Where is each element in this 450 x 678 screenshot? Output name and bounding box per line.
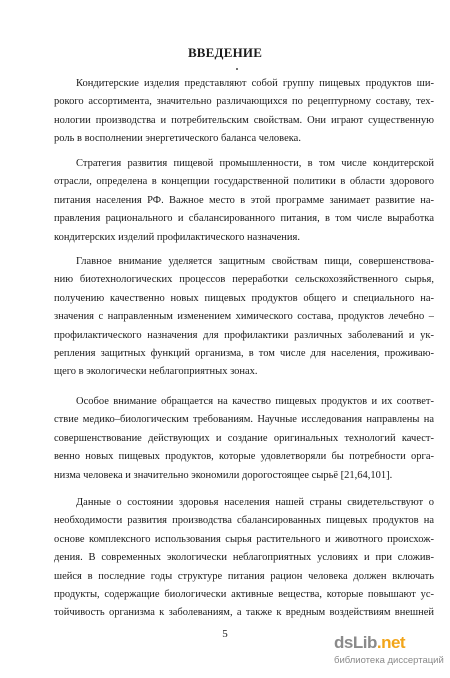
dslib-logo: [334, 633, 405, 653]
dslib-watermark[interactable]: [332, 633, 442, 673]
text-line: получению качественно новых пищевых продуктов общего и специального на-: [54, 292, 434, 304]
text-line: продукты, содержащие биологически активные вещества, которые повышают ус-: [54, 589, 434, 601]
text-line: кондитерских изделий профилактического назначения.: [54, 231, 300, 243]
text-line: нию биотехнологических процессов переработки сельскохозяйственного сырья,: [54, 274, 434, 286]
paragraph-4: [54, 393, 434, 485]
text-line: отрасли, определена в концепции государственной политики в области здорового: [54, 176, 434, 188]
text-line: Данные о состоянии здоровья населения нашей страны свидетельствуют о: [76, 497, 434, 508]
text-line: шейся в последние годы структуре питания рацион человека должен включать: [54, 570, 434, 582]
text-line: питания населения РФ. Важное место в этой программе занимает развитие на-: [54, 194, 434, 206]
logo-accent-text: .net: [376, 633, 406, 652]
paragraph-2: [54, 155, 434, 247]
text-line: репления защитных функций организма, в том числе для населения, проживаю-: [54, 348, 434, 360]
text-line: значения с направленным изменением химического состава, продуктов лечебно –: [54, 311, 434, 323]
page-title: ВВЕДЕНИЕ: [187, 45, 263, 60]
text-line: профилактического назначения для профилактики различных заболеваний и ук-: [54, 329, 434, 341]
text-line: роль в восполнении энергетического баланса человека.: [54, 133, 301, 145]
text-line: Особое внимание обращается на качество пищевых продуктов и их соответ-: [76, 396, 434, 407]
logo-main-text: dsLib: [334, 633, 377, 652]
text-line: нологии производства и потребительским свойствам. Они играют существенную: [54, 114, 434, 126]
text-line: рокого ассортимента, значительно различающихся по рецептурному составу, тех-: [54, 96, 434, 108]
scan-dot-mark: [236, 68, 238, 70]
text-line: совершенствование действующих и создание оригинальных технологий качест-: [54, 432, 434, 444]
text-line: Стратегия развития пищевой промышленности, в том числе кондитерской: [76, 158, 434, 169]
text-line: основе комплексного использования сырья растительного и животного происхож-: [54, 533, 434, 545]
paragraph-5: [54, 494, 434, 623]
text-line: венно новых пищевых продуктов, которые удовлетворяли бы потребности орга-: [54, 451, 434, 463]
paragraph-1: [54, 75, 434, 149]
text-line: Кондитерские изделия представляют собой группу пищевых продуктов ши-: [76, 78, 434, 89]
text-line: щего в экологически неблагоприятных зонах.: [54, 366, 258, 378]
text-line: низма человека и значительно экономили дорогостоящее сырьё [21,64,101].: [54, 469, 393, 481]
paragraph-3: [54, 253, 434, 382]
text-line: правления рационального и сбалансированного питания, в том числе выработка: [54, 213, 434, 225]
text-line: ствие медико–биологическим требованиям. Научные исследования направлены на: [54, 414, 434, 426]
text-line: необходимости развития производства сбалансированных пищевых продуктов на: [54, 515, 434, 527]
text-line: тойчивость организма к заболеваниям, а также к вредным воздействиям внешней: [54, 607, 434, 619]
watermark-subtitle: библиотека диссертаций: [334, 655, 444, 666]
text-line: дения. В современных экологически неблагоприятных условиях и при сложив-: [54, 552, 434, 564]
text-line: Главное внимание уделяется защитным свойствам пищи, совершенствова-: [76, 256, 434, 267]
page-number: 5: [222, 628, 228, 640]
